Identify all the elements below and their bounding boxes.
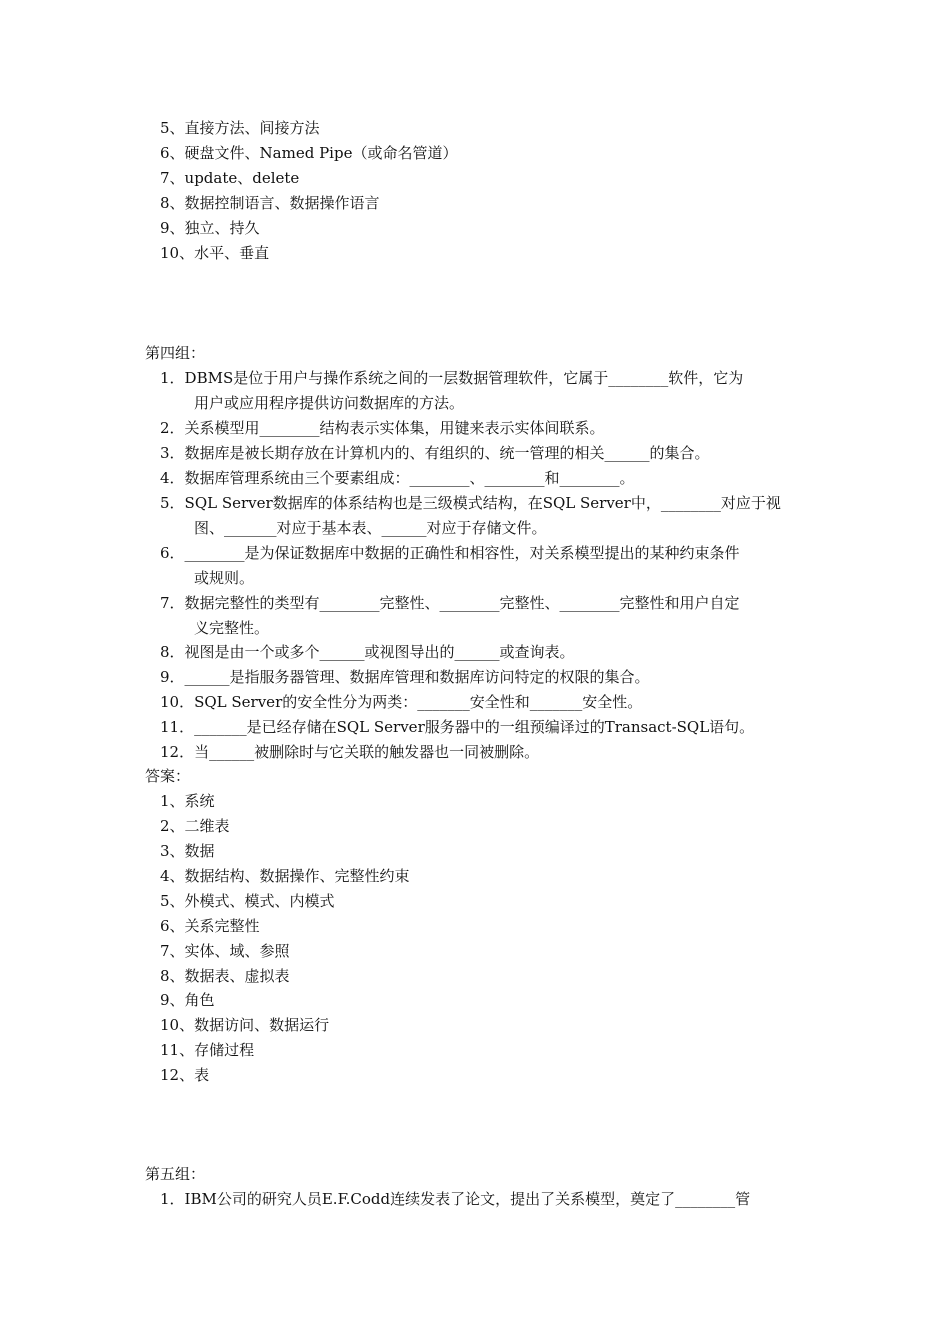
answer-line: 12、表 xyxy=(160,1066,210,1084)
answer-line: 10、数据访问、数据运行 xyxy=(160,1016,330,1034)
question-line: 2．关系模型用________结构表示实体集，用键来表示实体间联系。 xyxy=(160,419,605,437)
question-line: 5．SQL Server数据库的体系结构也是三级模式结构，在SQL Server中，________对应于视 xyxy=(160,494,781,512)
question-line: 6．________是为保证数据库中数据的正确性和相容性，对关系模型提出的某种约束条件 xyxy=(160,544,740,562)
answer-line: 1、系统 xyxy=(160,792,215,810)
question-line: 1．IBM公司的研究人员E.F.Codd连续发表了论文，提出了关系模型，奠定了________管 xyxy=(160,1190,751,1208)
answer-line: 7、update、delete xyxy=(160,169,300,187)
question-line: 7．数据完整性的类型有________完整性、________完整性、________完整性和用户自定 xyxy=(160,594,740,612)
question-continuation: 图、_______对应于基本表、______对应于存储文件。 xyxy=(194,519,547,537)
answer-line: 6、关系完整性 xyxy=(160,917,260,935)
question-line: 3．数据库是被长期存放在计算机内的、有组织的、统一管理的相关______的集合。 xyxy=(160,444,710,462)
question-continuation: 义完整性。 xyxy=(194,619,270,637)
group-heading: 第四组： xyxy=(145,344,206,362)
question-line: 1．DBMS是位于用户与操作系统之间的一层数据管理软件，它属于________软件，它为 xyxy=(160,369,744,387)
answers-heading: 答案： xyxy=(145,767,191,785)
question-line: 11．_______是已经存储在SQL Server服务器中的一组预编译过的Transact-SQL语句。 xyxy=(160,718,755,736)
group-heading: 第五组： xyxy=(145,1165,206,1183)
answer-line: 5、直接方法、间接方法 xyxy=(160,119,320,137)
answer-line: 9、独立、持久 xyxy=(160,219,260,237)
answer-line: 11、存储过程 xyxy=(160,1041,255,1059)
question-line: 8．视图是由一个或多个______或视图导出的______或查询表。 xyxy=(160,643,575,661)
answer-line: 10、水平、垂直 xyxy=(160,244,270,262)
answer-line: 5、外模式、模式、内模式 xyxy=(160,892,335,910)
answer-line: 8、数据控制语言、数据操作语言 xyxy=(160,194,380,212)
question-continuation: 用户或应用程序提供访问数据库的方法。 xyxy=(194,394,465,412)
answer-line: 7、实体、域、参照 xyxy=(160,942,290,960)
question-line: 4．数据库管理系统由三个要素组成：________、________和________。 xyxy=(160,469,635,487)
question-line: 12．当______被删除时与它关联的触发器也一同被删除。 xyxy=(160,743,540,761)
answer-line: 2、二维表 xyxy=(160,817,230,835)
answer-line: 8、数据表、虚拟表 xyxy=(160,967,290,985)
answer-line: 6、硬盘文件、Named Pipe（或命名管道） xyxy=(160,144,458,162)
question-line: 10．SQL Server的安全性分为两类：_______安全性和_______安全性。 xyxy=(160,693,643,711)
question-continuation: 或规则。 xyxy=(194,569,255,587)
answer-line: 3、数据 xyxy=(160,842,215,860)
answer-line: 4、数据结构、数据操作、完整性约束 xyxy=(160,867,410,885)
question-line: 9．______是指服务器管理、数据库管理和数据库访问特定的权限的集合。 xyxy=(160,668,650,686)
answer-line: 9、角色 xyxy=(160,991,215,1009)
